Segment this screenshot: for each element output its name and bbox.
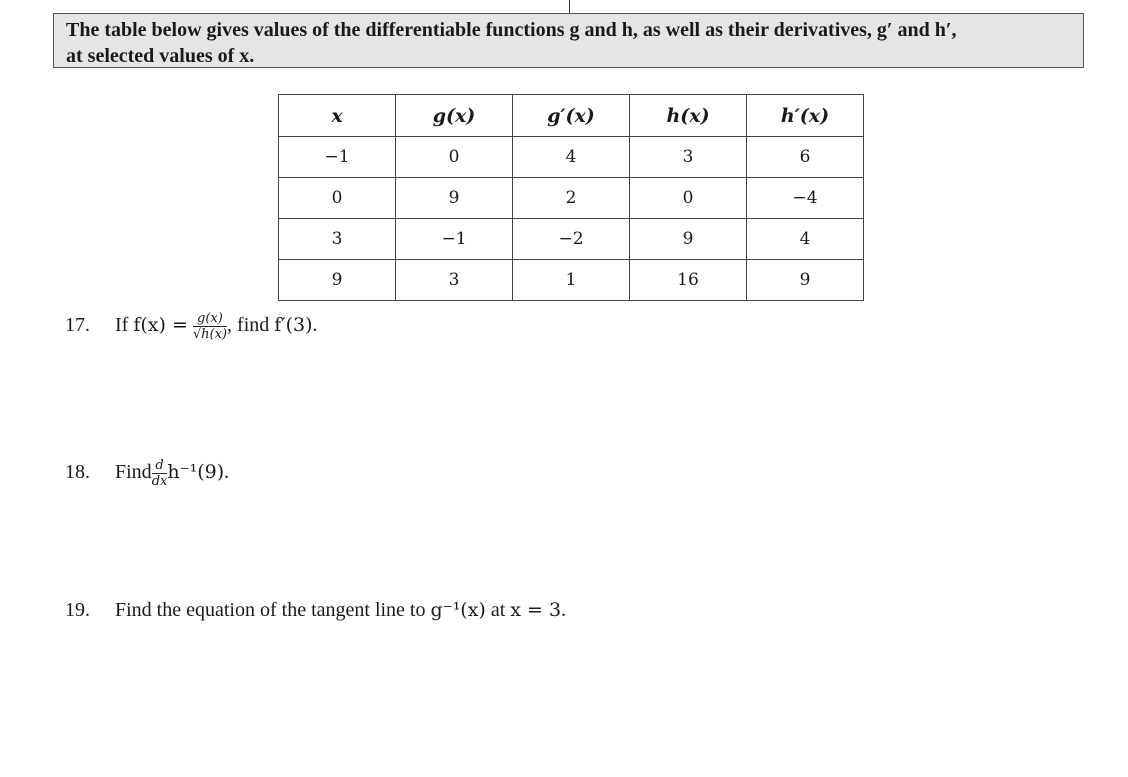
table-cell: −4 xyxy=(747,178,864,219)
table-cell: 9 xyxy=(279,260,396,301)
period: . xyxy=(561,599,567,621)
table-cell: 0 xyxy=(630,178,747,219)
intro-box xyxy=(53,13,1084,68)
problem-19 xyxy=(65,599,566,622)
problem-18 xyxy=(65,459,229,488)
period: . xyxy=(312,314,318,337)
table-cell: 9 xyxy=(396,178,513,219)
intro-line-2: at selected values of x. xyxy=(66,45,255,67)
point-condition: x = 3 xyxy=(510,599,562,621)
problem-connector: at xyxy=(490,599,506,621)
derivative-operator xyxy=(152,459,168,488)
table-cell: 9 xyxy=(630,219,747,260)
table-cell: 4 xyxy=(513,137,630,178)
header-cell: h′(x) xyxy=(747,95,864,137)
table-cell: 6 xyxy=(747,137,864,178)
header-cell: x xyxy=(279,95,396,137)
quotient-fraction xyxy=(193,312,227,341)
table-cell: 3 xyxy=(396,260,513,301)
table-cell: −1 xyxy=(279,137,396,178)
radicand: h(x) xyxy=(201,327,228,342)
problem-text: Find the equation of the tangent line to xyxy=(115,599,426,621)
problem-lead: Find xyxy=(115,461,152,484)
table-cell: 2 xyxy=(513,178,630,219)
top-rule xyxy=(569,0,570,14)
inverse-expression: h⁻¹(9) xyxy=(167,461,225,484)
values-table xyxy=(278,94,864,301)
table-cell: 1 xyxy=(513,260,630,301)
table-cell: −1 xyxy=(396,219,513,260)
problem-lead: If xyxy=(115,314,129,337)
table-cell: 4 xyxy=(747,219,864,260)
header-cell: g(x) xyxy=(396,95,513,137)
header-cell: g′(x) xyxy=(513,95,630,137)
function-definition: f(x) = xyxy=(133,314,188,337)
table-cell: 3 xyxy=(279,219,396,260)
fraction-denominator xyxy=(193,327,227,341)
inverse-expression: g⁻¹(x) xyxy=(430,599,486,621)
period: . xyxy=(224,461,230,484)
table-header-row xyxy=(279,95,864,137)
header-cell: h(x) xyxy=(630,95,747,137)
intro-line-1: The table below gives values of the differentiable functions g and h, as well as their derivatives, g′ and h′, xyxy=(66,19,957,41)
table-cell: 16 xyxy=(630,260,747,301)
fraction-numerator: d xyxy=(152,459,168,474)
problem-connector: , find xyxy=(227,314,270,337)
table-row xyxy=(279,260,864,301)
problem-number: 19. xyxy=(65,599,90,621)
table-cell: 0 xyxy=(396,137,513,178)
fraction-numerator: g(x) xyxy=(193,312,227,327)
sqrt-symbol: √ xyxy=(192,327,202,342)
table-row xyxy=(279,219,864,260)
table-row xyxy=(279,137,864,178)
problem-number: 17. xyxy=(65,314,90,337)
problem-target: f′(3) xyxy=(274,314,313,337)
fraction-denominator: dx xyxy=(151,474,168,489)
table-cell: 0 xyxy=(279,178,396,219)
table-cell: −2 xyxy=(513,219,630,260)
problem-17 xyxy=(65,312,318,341)
problem-number: 18. xyxy=(65,461,90,484)
table-cell: 9 xyxy=(747,260,864,301)
table-row xyxy=(279,178,864,219)
table-cell: 3 xyxy=(630,137,747,178)
